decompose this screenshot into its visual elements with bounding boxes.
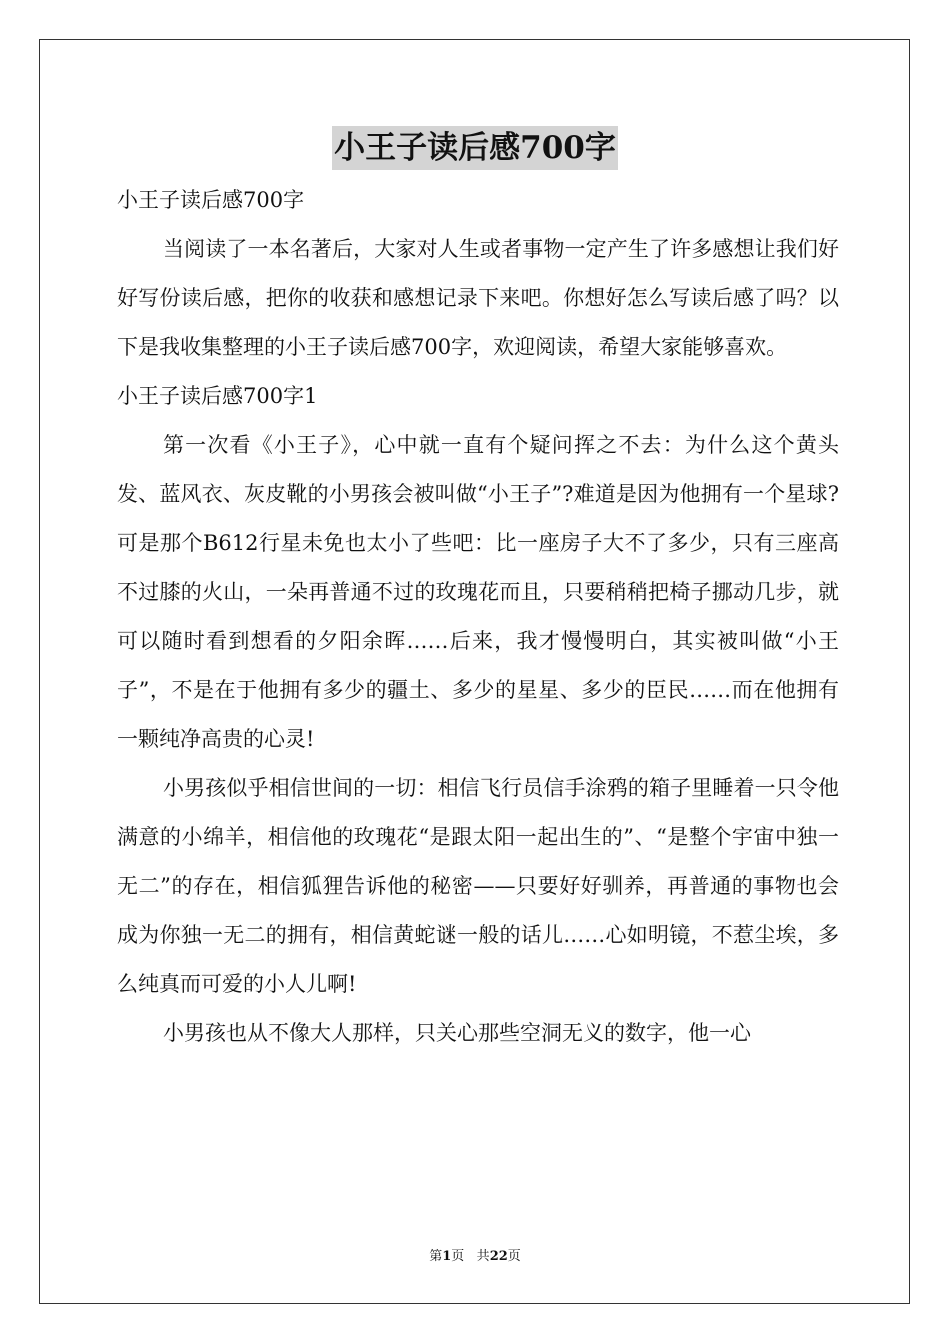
body-paragraph-1: 第一次看《小王子》，心中就一直有个疑问挥之不去：为什么这个黄头发、蓝风衣、灰皮靴的小男孩会被叫做“小王子”?难道是因为他拥有一个星球?可是那个B612行星未免也太小了些吧：比一座房子大不了多少，只有三座高不过膝的火山，一朵再普通不过的玫瑰花而且，只要稍稍把椅子挪动几步，就可以随时看到想看的夕阳余晖……后来，我才慢慢明白，其实被叫做“小王子”，不是在于他拥有多少的疆土、多少的星星、多少的臣民……而在他拥有一颗纯净高贵的心灵! — [117, 433, 839, 751]
intro-paragraph: 当阅读了一本名著后，大家对人生或者事物一定产生了许多感想让我们好好写份读后感，把你的收获和感想记录下来吧。你想好怎么写读后感了吗？以下是我收集整理的小王子读后感700字，欢迎阅读，希望大家能够喜欢。 — [117, 237, 839, 359]
page-suffix: 页 — [451, 1249, 465, 1264]
page-footer — [0, 1247, 950, 1267]
page-number: 1 — [442, 1249, 452, 1264]
body-paragraph-2: 小男孩似乎相信世间的一切：相信飞行员信手涂鸦的箱子里睡着一只令他满意的小绵羊，相信他的玫瑰花“是跟太阳一起出生的”、“是整个宇宙中独一无二”的存在，相信狐狸告诉他的秘密——只要好好驯养，再普通的事物也会成为你独一无二的拥有，相信黄蛇谜一般的话儿……心如明镜，不惹尘埃，多么纯真而可爱的小人儿啊! — [117, 776, 839, 996]
total-prefix: 共 — [476, 1249, 490, 1264]
total-pages: 22 — [489, 1249, 508, 1264]
document-title: 小王子读后感700字 — [332, 126, 618, 170]
section-heading: 小王子读后感700字1 — [117, 384, 318, 408]
page-prefix: 第 — [429, 1249, 443, 1264]
document-body — [117, 176, 839, 1058]
body-paragraph-3: 小男孩也从不像大人那样，只关心那些空洞无义的数字，他一心 — [163, 1021, 751, 1045]
total-suffix: 页 — [507, 1249, 521, 1264]
document-subtitle: 小王子读后感700字 — [117, 188, 305, 212]
title-container — [0, 126, 950, 170]
